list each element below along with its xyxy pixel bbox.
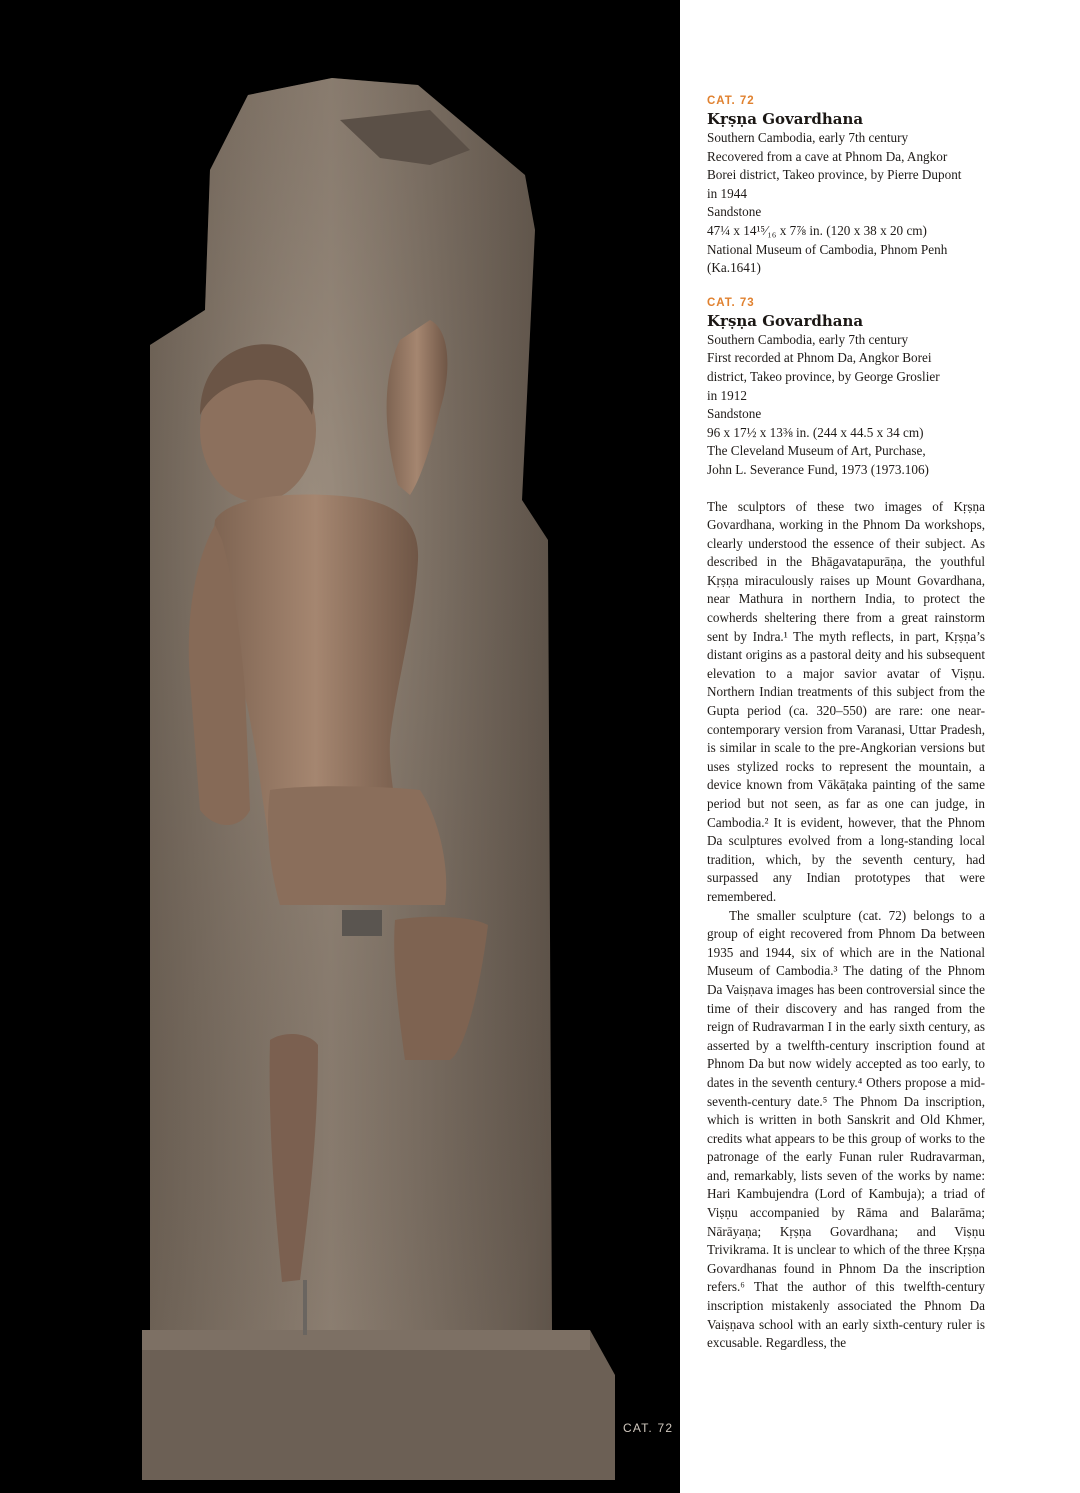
plinth xyxy=(142,1330,615,1480)
entry-line: Borei district, Takeo province, by Pierre Dupont xyxy=(707,167,962,183)
cat-label: CAT. 72 xyxy=(707,95,755,107)
photo-caption: CAT. 72 xyxy=(623,1421,674,1435)
entry-line: Sandstone xyxy=(707,406,762,422)
entry-line: in 1944 xyxy=(707,185,747,201)
entry-title: Kṛṣṇa Govardhana xyxy=(707,110,864,128)
entry-line: 47¼ x 14¹⁵⁄₁₆ x 7⅞ in. (120 x 38 x 20 cm) xyxy=(707,222,927,238)
entry-title: Kṛṣṇa Govardhana xyxy=(707,311,864,330)
entry-line: Sandstone xyxy=(707,204,762,220)
entry-line: Southern Cambodia, early 7th century xyxy=(707,130,909,145)
essay-paragraph: The sculptors of these two images of Kṛṣṇa Govardhana, working in the Phnom Da workshops, clearly understood the essence of their subject. As described in the Bhāgavatapurāṇa, the youthful Kṛṣṇa miraculously raises up Mount Govardhana, near Mathura in northern India, to protect the cowherds sheltering there from a great rainstorm sent by Indra.¹ The myth reflects, in part, Kṛṣṇa’s distant origins as a pastoral deity and his subsequent elevation to a major savior avatar of Viṣṇu. Northern Indian treatments of this subject from the Gupta period (ca. 320–550) are rare: one near-contemporary version from Varanasi, Uttar Pradesh, is similar in scale to the pre-Angkorian versions but uses stylized rocks to represent the mountain, a device known from Vākāṭaka painting of the same period but not seen, as far as one can judge, in Cambodia.² It is evident, however, that the Phnom Da sculptures evolved from a long-standing local tradition, which, by the seventh century, had surpassed any Indian prototypes that were remembered. xyxy=(707,498,985,904)
essay-body xyxy=(707,498,985,1353)
entry-line: 96 x 17½ x 13⅜ in. (244 x 44.5 x 34 cm) xyxy=(707,424,924,440)
entry-line: (Ka.1641) xyxy=(707,260,761,276)
entry-line: Southern Cambodia, early 7th century xyxy=(707,331,909,347)
entry-line: National Museum of Cambodia, Phnom Penh xyxy=(707,241,948,257)
catalog-entry-72 xyxy=(707,94,985,278)
entry-line: Recovered from a cave at Phnom Da, Angkor xyxy=(707,148,948,164)
essay-paragraph: The smaller sculpture (cat. 72) belongs to a group of eight recovered from Phnom Da between 1935 and 1944, six of which are in the National Museum of Cambodia.³ The dating of the Phnom Da Vaiṣṇava images has been controversial since the time of their discovery and has ranged from the reign of Rudravarman I in the early sixth century, as asserted by a twelfth-century inscription found at Phnom Da but now widely accepted as too early, to dates in the seventh century.⁴ Others propose a mid-seventh-century date.⁵ The Phnom Da inscription, which is written in both Sanskrit and Old Khmer, credits what appears to be this group of works to the patronage of the early Funan ruler Rudravarman, and, remarkably, lists seven of the works by name: Hari Kambujendra (Lord of Kambuja); a triad of Viṣṇu accompanied by Rāma and Balarāma; Nārāyaṇa; Kṛṣṇa Govardhana; and Viṣṇu Trivikrama. It is unclear to which of the three Kṛṣṇa Govardhanas found in Phnom Da the inscription refers.⁶ That the author of this twelfth-century inscription mistakenly associated the Phnom Da Vaiṣṇava school with an early sixth-century ruler is excusable. Regardless, the xyxy=(707,907,985,1351)
entry-line: John L. Severance Fund, 1973 (1973.106) xyxy=(707,461,929,477)
text-column xyxy=(707,94,985,1353)
cat-label: CAT. 73 xyxy=(707,296,755,309)
entry-line: in 1912 xyxy=(707,387,747,403)
garment xyxy=(268,786,446,905)
entry-line: The Cleveland Museum of Art, Purchase, xyxy=(707,443,926,459)
entry-line: district, Takeo province, by George Groslier xyxy=(707,368,940,384)
entry-line: First recorded at Phnom Da, Angkor Borei xyxy=(707,350,932,366)
catalog-entry-73 xyxy=(707,296,985,480)
